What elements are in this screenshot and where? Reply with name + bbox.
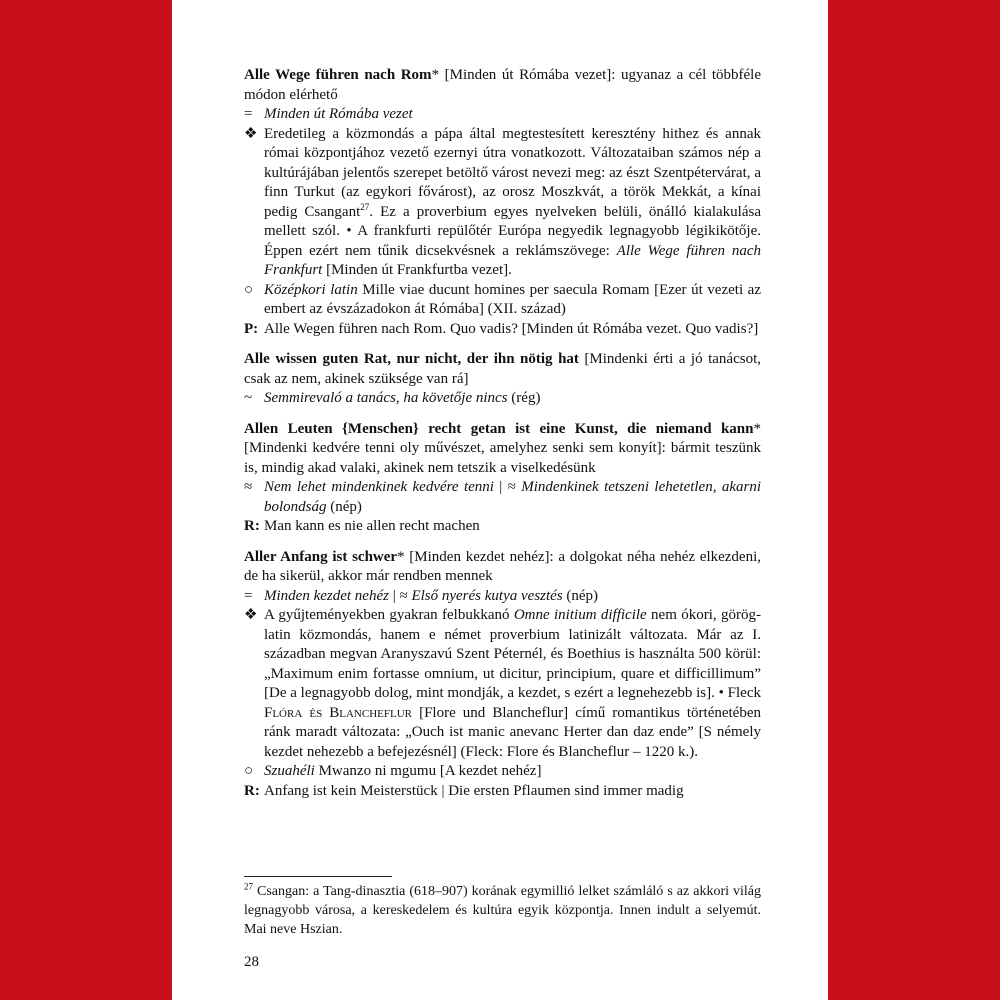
footnote-ref: 27 [360, 201, 370, 212]
entry-alle-wissen [244, 350, 761, 409]
related-label: R: [244, 782, 260, 799]
entry-aller-anfang [244, 548, 761, 802]
diamond-bullet-icon: ❖ [244, 125, 258, 142]
entry-allen-leuten [244, 420, 761, 537]
related-label: R: [244, 518, 260, 534]
circle-bullet-icon: ○ [244, 763, 254, 779]
related-line: R: Man kann es nie allen recht machen [244, 517, 761, 537]
main-text-column [244, 66, 761, 812]
entry-alle-wege [244, 66, 761, 339]
footnote-number: 27 [244, 881, 253, 892]
page-number: 28 [244, 954, 259, 970]
approx-line: ≈ Nem lehet mindenkinek kedvére tenni | ≈ Mindenkinek tetszeni lehetetlen, akarni bolondság (nép) [244, 478, 761, 517]
approx-symbol: ≈ [244, 479, 253, 495]
entry-headword: Allen Leuten {Menschen} recht getan ist eine Kunst, die niemand kann* [Mindenki kedvére tenni oly művészet, amelyhez senki sem konyít]: bármit teszünk is, mindig akad valaki, akinek nem tetszik a viselkedésünk [244, 420, 761, 476]
equivalent-line: = Minden út Rómába vezet [244, 105, 761, 125]
footnote: $^{27}$ Csangan: a Tang-dinasztia (618–907) korának egymillió lelket számláló s az akkori világ legnagyobb városa, a kereskedelem és kultúra egyik központja. Innen indult a selyemút. Mai neve Hszian. [244, 881, 761, 937]
entry-headword: Aller Anfang ist schwer* [Minden kezdet nehéz]: a dolgokat néha nehéz elkezdeni, de ha sikerül, akkor már rendben mennek [244, 548, 761, 584]
similar-line: ~ Semmirevaló a tanács, ha követője nincs (rég) [244, 389, 761, 409]
related-line: R: Anfang ist kein Meisterstück | Die ersten Pflaumen sind immer madig [244, 782, 761, 802]
tilde-symbol: ~ [244, 390, 253, 406]
diamond-bullet-icon: ❖ [244, 607, 258, 623]
equals-symbol: = [244, 587, 253, 604]
book-page [172, 0, 828, 1000]
origin-line: ○ Szuahéli Mwanzo ni mgumu [A kezdet nehéz] [244, 762, 761, 782]
equivalent-line: = Minden kezdet nehéz | ≈ Első nyerés kutya vesztés (nép) [244, 587, 761, 607]
entry-headword: Alle Wege führen nach Rom* [Minden út Rómába vezet]: ugyanaz a cél többféle módon elérhető [244, 67, 761, 103]
note-line: ❖ A gyűjteményekben gyakran felbukkanó Omne initium difficile nem ókori, görög-latin közmondás, hanem e német proverbium latinizált változata. Már az I. században megvan Aranyszavú Szent Péternél, és Boethius is használta 500 körül: „Maximum enim fortasse omnium, ut dicitur, principium, quare et difficillimum” [De a legnagyobb dolog, mint mondják, a kezdet, s ezért a legnehezebb is]. • Fleck Flóra és Blancheflur [Flore und Blancheflur] című romantikus történetében ránk maradt változata: „Ouch ist manic anevanc Herter dan daz ende” [S némely kezdet nehezebb a befejezésnél] (Fleck: Flore és Blancheflur – 1220 k.). [244, 606, 761, 762]
footnote-area [244, 876, 761, 939]
circle-bullet-icon: ○ [244, 281, 254, 298]
note-line: ❖ Eredetileg a közmondás a pápa által megtestesített keresztény hithez és annak római központjához vezető ezernyi útra vonatkozott. Változataiban számos nép a kultúrájában jelentős szerepet betöltő várost nevezi meg: az észt Szentpétervárat, a finn Turkut (az egykori fővárost), az orosz Moszkvát, a török Mekkát, a kínai pedig Csangant$^{27}$. Ez a proverbium egyes nyelveken belüli, önálló kialakulása mellett szól. • A frankfurti repülőtér Európa negyedik legnagyobb légikikötője. Éppen ezért nem tűnik dicsekvésnek a reklámszövege: Alle Wege führen nach Frankfurt [Minden út Frankfurtba vezet]. [244, 125, 761, 281]
equals-symbol: = [244, 106, 253, 122]
origin-line: ○ Középkori latin Mille viae ducunt homines per saecula Romam [Ezer út vezeti az embert az évszázadokon át Rómába] (XII. század) [244, 281, 761, 320]
variant-label: P: [244, 320, 259, 337]
entry-headword: Alle wissen guten Rat, nur nicht, der ihn nötig hat [Mindenki érti a jó tanácsot, csak az nem, akinek szüksége van rá] [244, 351, 761, 387]
variant-line: P: Alle Wegen führen nach Rom. Quo vadis? [Minden út Rómába vezet. Quo vadis?] [244, 320, 761, 340]
footnote-divider [244, 876, 392, 877]
